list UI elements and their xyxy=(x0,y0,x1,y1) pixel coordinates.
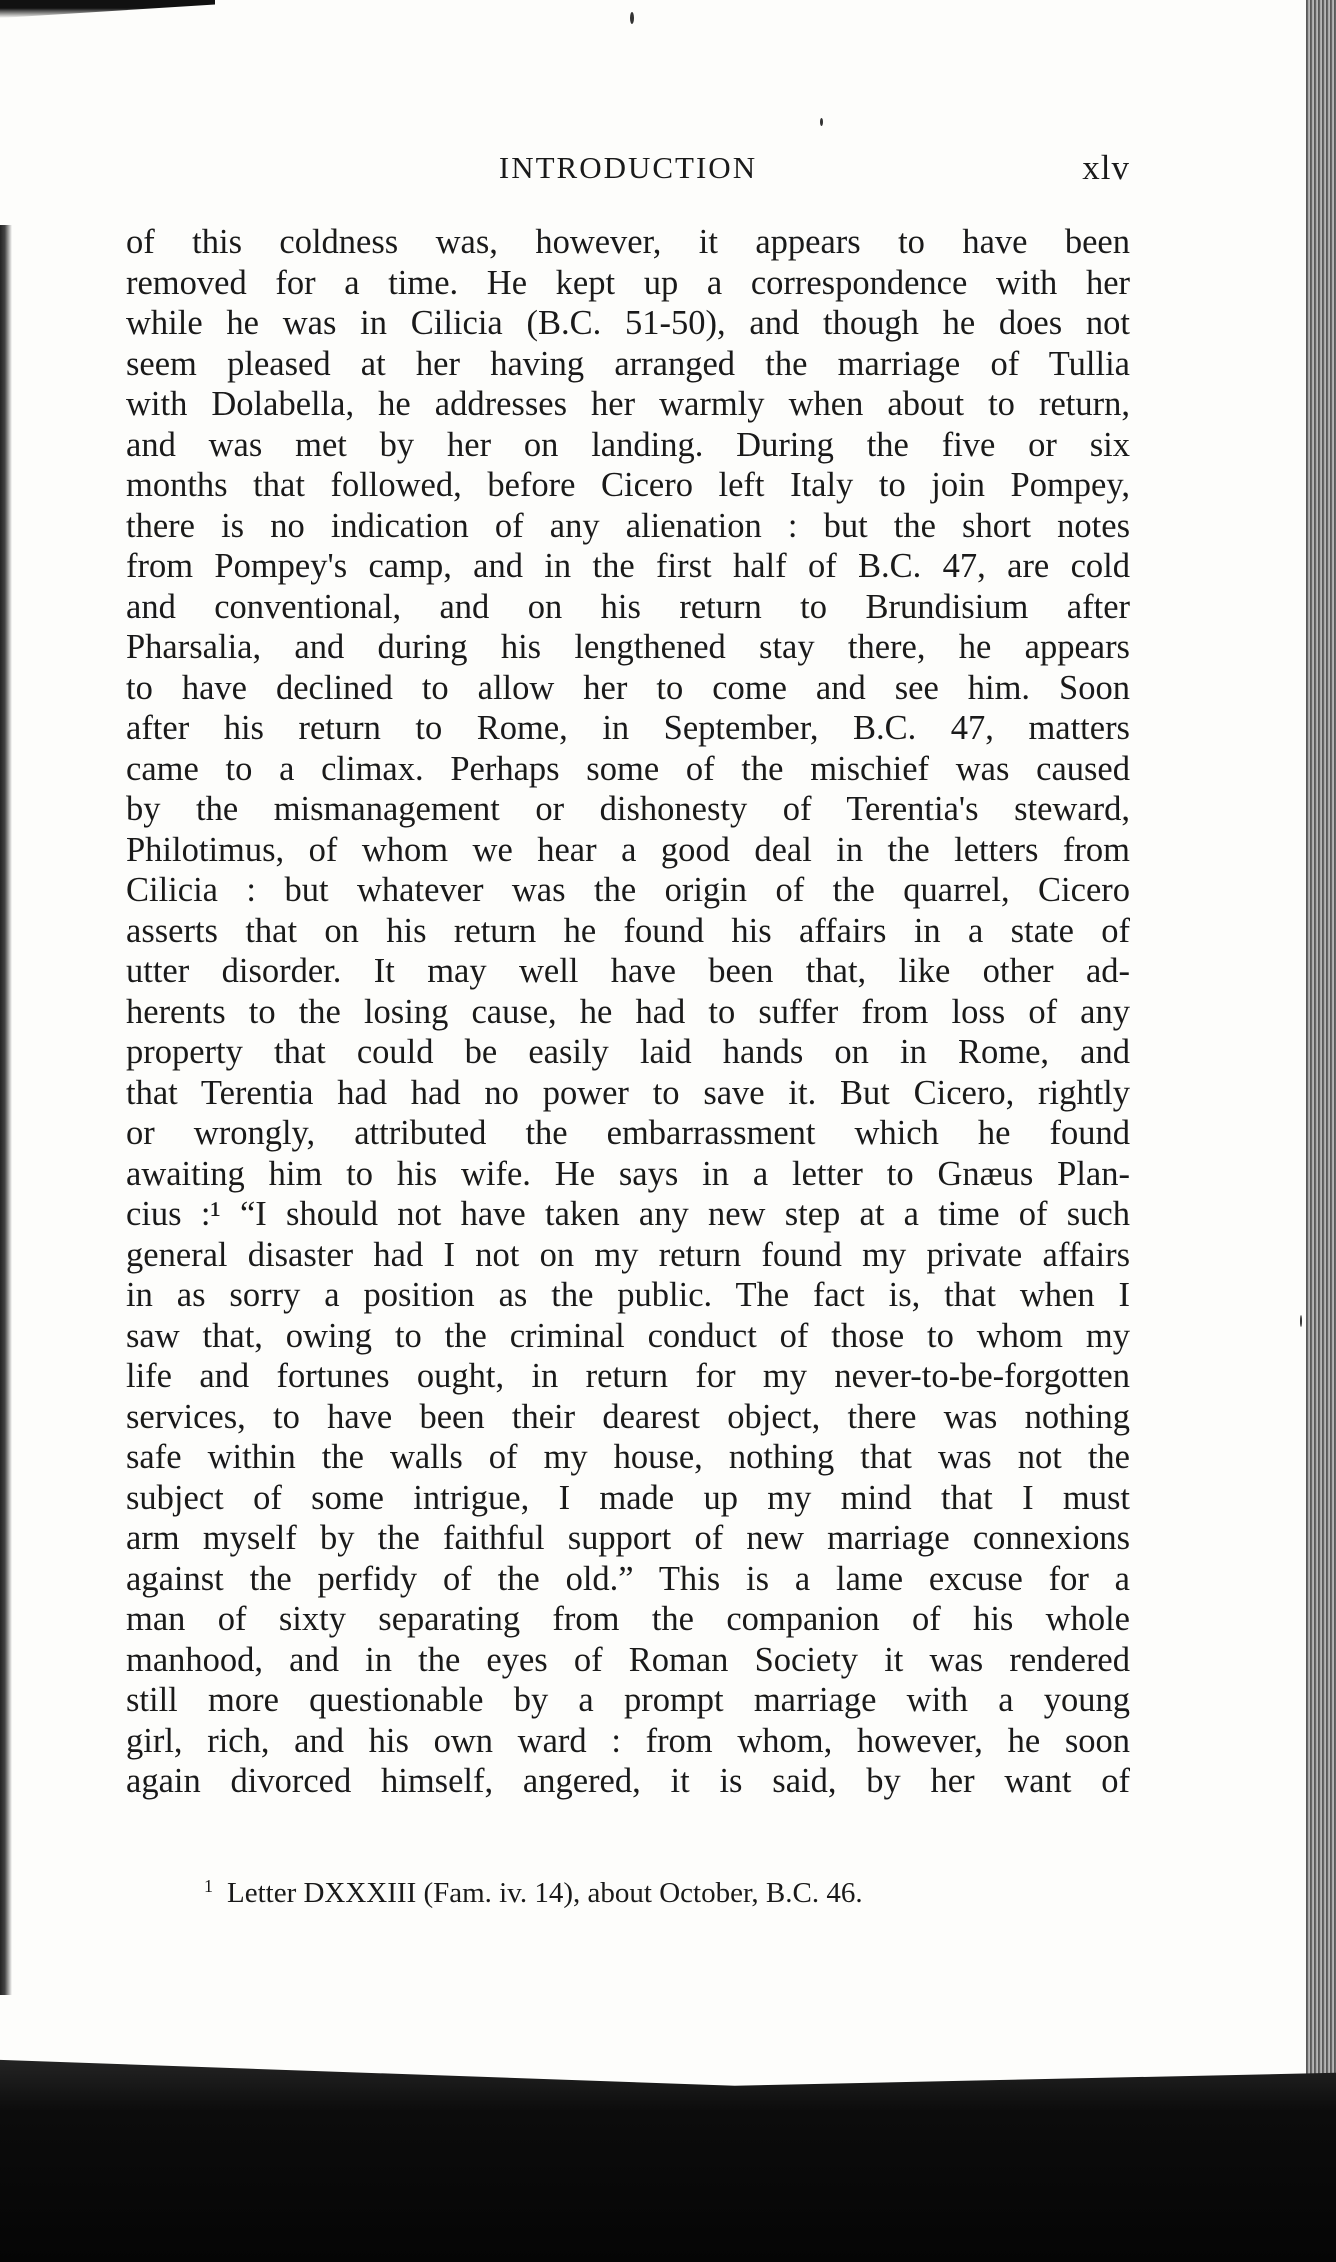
text-line: arm myself by the faithful support of new marriage connexions xyxy=(126,1519,1130,1557)
text-line: from Pompey's camp, and in the first half of B.C. 47, are cold xyxy=(126,547,1130,585)
text-line: with Dolabella, he addresses her warmly when about to return, xyxy=(126,385,1130,423)
text-line: while he was in Cilicia (B.C. 51-50), and though he does not xyxy=(126,304,1130,342)
scan-edge-right xyxy=(1306,0,1336,2262)
text-line: subject of some intrigue, I made up my mind that I must xyxy=(126,1478,1130,1517)
text-line: of this coldness was, however, it appears to have been xyxy=(126,223,1130,261)
text-line: life and fortunes ought, in return for my never-to-be-forgotten xyxy=(126,1357,1130,1395)
text-line: again divorced himself, angered, it is said, by her want of xyxy=(126,1762,1130,1800)
text-line: and was met by her on landing. During the five or six xyxy=(126,425,1130,464)
text-line: that Terentia had had no power to save it. But Cicero, rightly xyxy=(126,1073,1130,1112)
running-head: INTRODUCTION xyxy=(498,150,758,185)
text-line: in as sorry a position as the public. The fact is, that when I xyxy=(126,1276,1130,1314)
text-line: to have declined to allow her to come and see him. Soon xyxy=(126,668,1130,707)
text-line: safe within the walls of my house, nothing that was not the xyxy=(126,1438,1130,1476)
text-line: saw that, owing to the criminal conduct of those to whom my xyxy=(126,1316,1130,1355)
text-line: general disaster had I not on my return found my private affairs xyxy=(126,1235,1130,1274)
text-line: seem pleased at her having arranged the marriage of Tullia xyxy=(126,344,1130,383)
page-number: xlv xyxy=(1082,148,1130,187)
text-line: girl, rich, and his own ward : from whom, however, he soon xyxy=(126,1721,1130,1760)
text-line: and conventional, and on his return to Brundisium after xyxy=(126,587,1130,626)
text-line: property that could be easily laid hands on in Rome, and xyxy=(126,1033,1130,1071)
text-line: still more questionable by a prompt marriage with a young xyxy=(126,1681,1130,1719)
text-line: after his return to Rome, in September, B.C. 47, matters xyxy=(126,709,1130,747)
text-line: services, to have been their dearest object, there was nothing xyxy=(126,1397,1130,1436)
scan-speck xyxy=(820,118,823,126)
text-line: Philotimus, of whom we hear a good deal in the letters from xyxy=(126,830,1130,869)
scan-speck xyxy=(1300,1315,1302,1327)
footnote-text: Letter DXXXIII (Fam. iv. 14), about October, B.C. 46. xyxy=(227,1877,863,1909)
text-line: manhood, and in the eyes of Roman Society it was rendered xyxy=(126,1640,1130,1679)
text-line: there is no indication of any alienation : but the short notes xyxy=(126,506,1130,545)
text-line: cius :¹ “I should not have taken any new step at a time of such xyxy=(126,1195,1130,1233)
text-line: against the perfidy of the old.” This is a lame excuse for a xyxy=(126,1559,1130,1598)
text-line: man of sixty separating from the companion of his whole xyxy=(126,1600,1130,1638)
footnote-marker: 1 xyxy=(204,1876,213,1896)
text-line: removed for a time. He kept up a correspondence with her xyxy=(126,263,1130,302)
text-line: Pharsalia, and during his lengthened stay there, he appears xyxy=(126,628,1130,666)
footnote xyxy=(204,1868,1104,1911)
body-text xyxy=(126,222,1130,1802)
text-line: asserts that on his return he found his affairs in a state of xyxy=(126,911,1130,950)
text-line: came to a climax. Perhaps some of the mischief was caused xyxy=(126,749,1130,788)
text-line: utter disorder. It may well have been that, like other ad- xyxy=(126,952,1130,990)
text-line: by the mismanagement or dishonesty of Terentia's steward, xyxy=(126,790,1130,828)
text-line: herents to the losing cause, he had to suffer from loss of any xyxy=(126,992,1130,1031)
text-line: months that followed, before Cicero left Italy to join Pompey, xyxy=(126,466,1130,504)
scan-edge-bottom xyxy=(0,2047,1336,2262)
page-header xyxy=(126,150,1130,194)
text-line: or wrongly, attributed the embarrassment which he found xyxy=(126,1114,1130,1152)
text-line: Cilicia : but whatever was the origin of the quarrel, Cicero xyxy=(126,871,1130,909)
scan-edge-top-left xyxy=(0,0,215,18)
text-line: awaiting him to his wife. He says in a letter to Gnæus Plan- xyxy=(126,1154,1130,1193)
scan-edge-left xyxy=(0,225,12,1995)
scan-speck xyxy=(630,12,634,24)
